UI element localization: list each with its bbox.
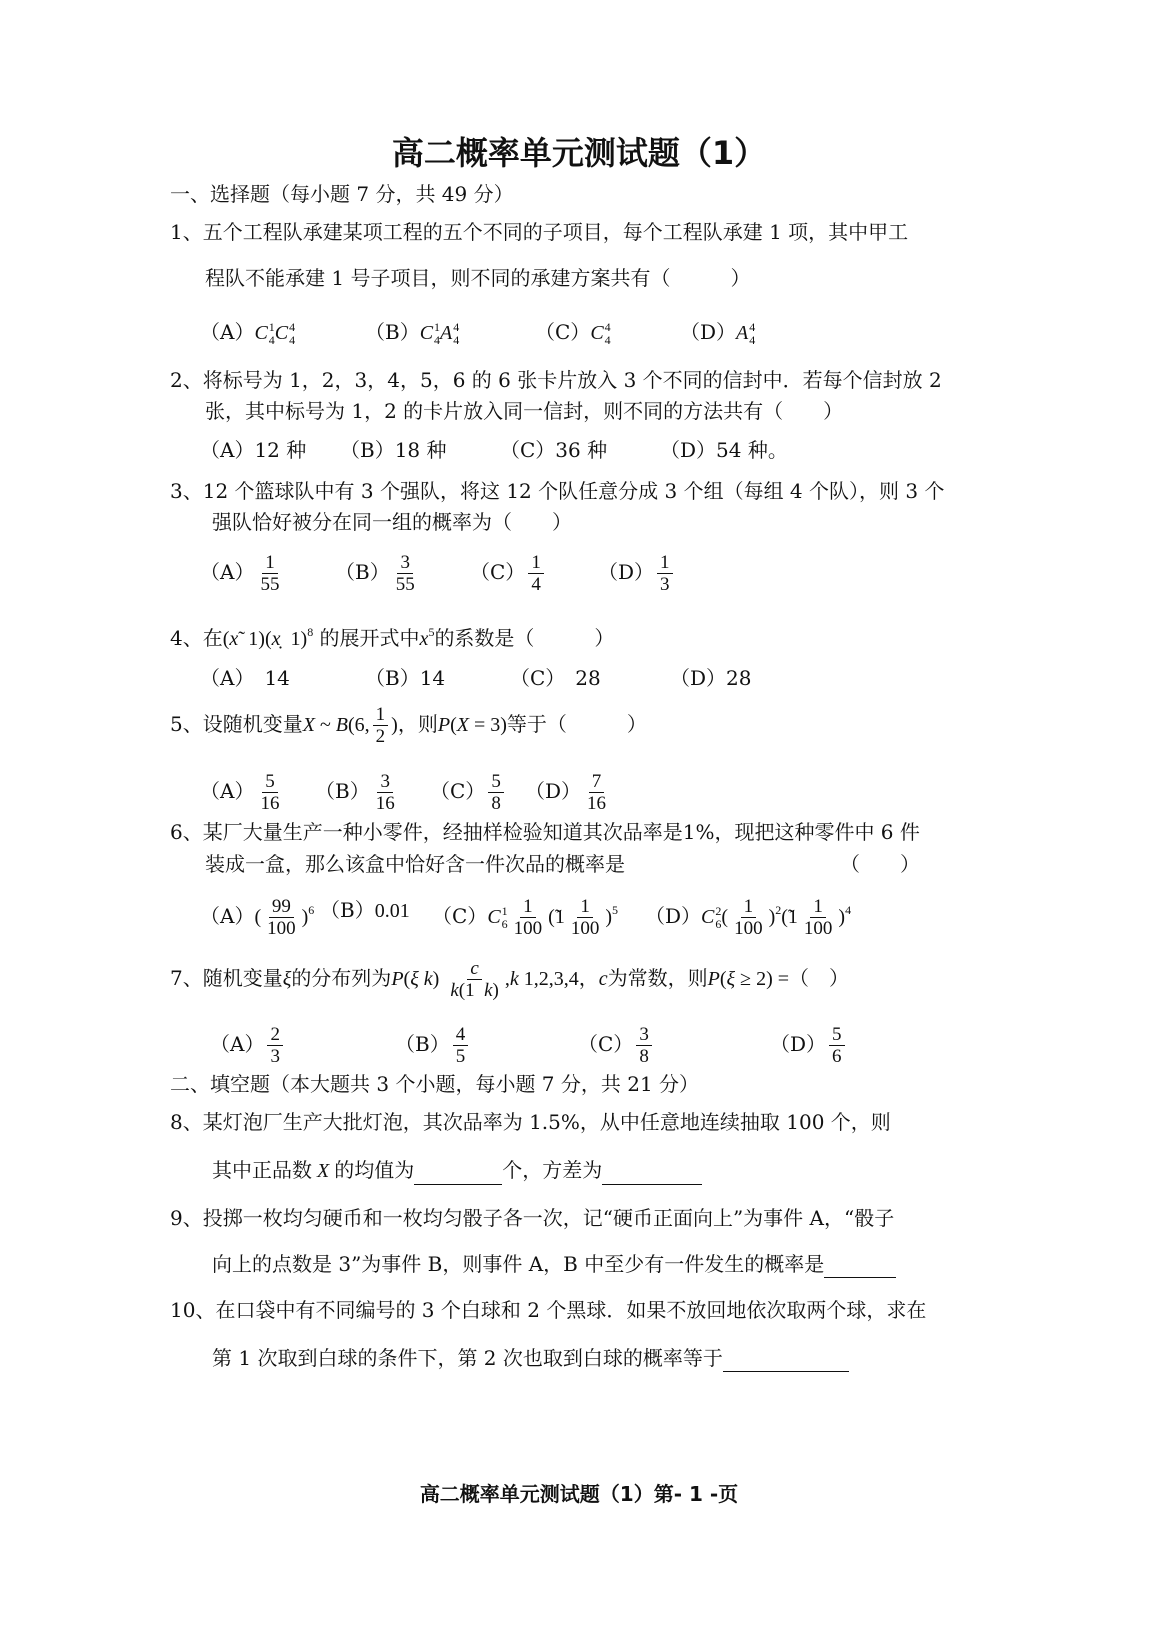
q7-option-b: （B） $\frac{4}{5}$ <box>395 1024 471 1067</box>
q10-line2: 第 1 次取到白球的条件下，第 2 次也取到白球的概率等于 <box>212 1344 849 1372</box>
q5-option-d: （D） $\frac{7}{16}$ <box>525 771 607 814</box>
q1-option-c: （C）C 4 4 <box>535 319 611 347</box>
q4-option-b: （B）14 <box>365 666 446 690</box>
q1-option-d: （D）A 4 4 <box>680 319 756 347</box>
q1-line1: 1、五个工程队承建某项工程的五个不同的子项目，每个工程队承建 1 项，其中甲工 <box>170 220 909 244</box>
q3-option-b: （B） $\frac{3}{55}$ <box>335 552 415 595</box>
q1-line2: 程队不能承建 1 号子项目，则不同的承建方案共有（ ） <box>205 266 751 290</box>
q8-line2: 其中正品数 X 的均值为 个，方差为 <box>212 1156 702 1185</box>
q6-answer-paren: （ ） <box>840 852 920 876</box>
q4-option-a: （A） 14 <box>200 666 290 690</box>
q6-line2: 装成一盒，那么该盒中恰好含一件次品的概率是 <box>205 852 625 876</box>
q6-option-c: （C）C 1 6 $\frac{1}{100}$ (̃1 $\frac{1}{100}$ )$^5$ <box>432 896 618 939</box>
q6-option-a: （A）( $\frac{99}{100}$ )$^6$ <box>200 896 315 939</box>
q3-line2: 强队恰好被分在同一组的概率为（ ） <box>212 510 572 534</box>
q2-option-b: （B）18 种 <box>340 438 447 462</box>
q2-line1: 2、将标号为 1，2，3，4，5，6 的 6 张卡片放入 3 个不同的信封中．若每个信封放 2 <box>170 368 942 392</box>
page-title: 高二概率单元测试题（1） <box>391 134 767 172</box>
q2-option-d: （D）54 种。 <box>660 438 788 462</box>
q7-option-d: （D） $\frac{5}{6}$ <box>770 1024 848 1067</box>
q5-option-c: （C） $\frac{5}{8}$ <box>430 771 507 814</box>
q5-option-b: （B） $\frac{3}{16}$ <box>315 771 395 814</box>
q7-option-c: （C） $\frac{3}{8}$ <box>578 1024 655 1067</box>
q9-line1: 9、投掷一枚均匀硬币和一枚均匀骰子各一次，记“硬币正面向上”为事件 A，“骰子 <box>170 1206 895 1230</box>
q1-option-b: （B）C 1 4 A 4 4 <box>365 319 460 347</box>
page-footer: 高二概率单元测试题（1）第- 1 -页 <box>419 1482 739 1506</box>
q8-line1: 8、某灯泡厂生产大批灯泡，其次品率为 1.5%，从中任意地连续抽取 100 个，则 <box>170 1110 891 1134</box>
q4-option-c: （C） 28 <box>510 666 601 690</box>
q3-option-c: （C） $\frac{1}{4}$ <box>470 552 547 595</box>
q10-answer-blank[interactable] <box>723 1351 849 1372</box>
section-choice-heading: 一、选择题（每小题 7 分，共 49 分） <box>170 182 514 206</box>
q6-line1: 6、某厂大量生产一种小零件，经抽样检验知道其次品率是1%，现把这种零件中 6 件 <box>170 820 920 844</box>
q1-option-a: （A）C 1 4 C 4 4 <box>200 319 296 347</box>
q7-option-a: （A） $\frac{2}{3}$ <box>210 1024 286 1067</box>
q10-line1: 10、在口袋中有不同编号的 3 个白球和 2 个黑球．如果不放回地依次取两个球，求在 <box>170 1298 927 1322</box>
q9-line2: 向上的点数是 3”为事件 B，则事件 A，B 中至少有一件发生的概率是 <box>212 1250 896 1278</box>
q5-line: 5、设随机变量X ~ B(6, $\frac{1}{2}$ )，则P(X = 3)等于（ ） <box>170 704 647 747</box>
q3-option-a: （A） $\frac{1}{55}$ <box>200 552 280 595</box>
q6-option-b: （B）0.01 <box>320 898 410 922</box>
q8-variance-blank[interactable] <box>602 1164 702 1185</box>
q4-option-d: （D）28 <box>670 666 752 690</box>
q2-line2: 张，其中标号为 1，2 的卡片放入同一信封，则不同的方法共有（ ） <box>205 399 844 423</box>
q3-option-d: （D） $\frac{1}{3}$ <box>598 552 676 595</box>
section-fill-heading: 二、填空题（本大题共 3 个小题，每小题 7 分，共 21 分） <box>170 1072 700 1096</box>
q6-option-d: （D）C 2 6 ( $\frac{1}{100}$ )$^2$(̃1 $\frac{1}{100}$ )$^4$ <box>645 896 852 939</box>
q3-line1: 3、12 个篮球队中有 3 个强队，将这 12 个队任意分成 3 个组（每组 4 个队），则 3 个 <box>170 479 945 503</box>
q5-option-a: （A） $\frac{5}{16}$ <box>200 771 280 814</box>
q2-option-a: （A）12 种 <box>200 438 307 462</box>
q2-option-c: （C）36 种 <box>500 438 608 462</box>
q4-line: 4、在(x̃ 1)(x̣ 1)$^8$ 的展开式中$x^5$的系数是（ ） <box>170 625 615 650</box>
q8-mean-blank[interactable] <box>414 1164 502 1185</box>
q9-answer-blank[interactable] <box>824 1257 896 1278</box>
q7-line: 7、随机变量ξ的分布列为P(ξ k) $\frac{c}{k(1 k)}$ ,k 1,2,3,4，c为常数，则P(ξ ≥ 2) =（ ） <box>170 958 850 1001</box>
